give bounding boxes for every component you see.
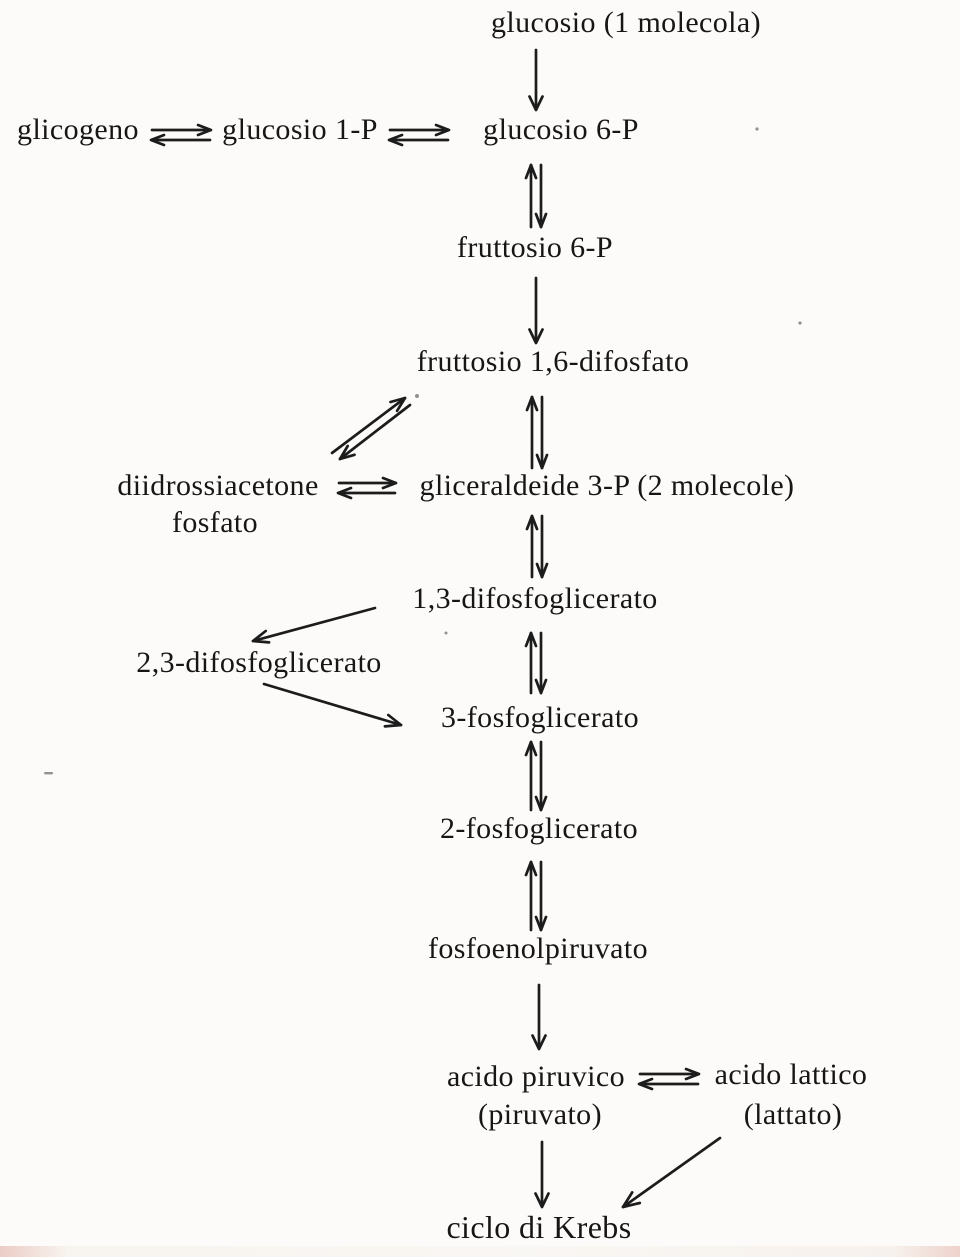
node-acido-lattico: acido lattico bbox=[714, 1058, 868, 1091]
node-acido-piruvico: acido piruvico bbox=[446, 1060, 626, 1093]
arrow-difosfoglicerato13-to-23 bbox=[253, 608, 375, 642]
node-3-fosfoglicerato: 3-fosfoglicerato bbox=[441, 701, 639, 734]
arrow-fruttosio16dp-gliceraldeide-reversible bbox=[527, 397, 547, 468]
scan-page-edge bbox=[0, 1246, 960, 1257]
node-diidrossiacetone: diidrossiacetone bbox=[117, 469, 319, 502]
node-ciclo-di-krebs: ciclo di Krebs bbox=[446, 1209, 632, 1245]
arrow-fruttosio16dp-diidrossiacetone-reversible bbox=[332, 398, 410, 459]
arrow-diidrossiacetone-gliceraldeide-reversible bbox=[338, 478, 396, 498]
arrow-lattico-to-krebs bbox=[623, 1138, 720, 1207]
arrow-piruvico-to-krebs bbox=[536, 1142, 549, 1207]
arrow-glucosio-to-glucosio6p bbox=[530, 50, 543, 110]
node-glucosio-1p: glucosio 1-P bbox=[222, 113, 378, 146]
arrow-glucosio1p-glucosio6p-reversible bbox=[389, 125, 449, 145]
arrow-difosfoglicerato13-fosfoglicerato3-reversible bbox=[526, 633, 546, 693]
arrow-fosfoenolpiruvato-to-piruvico bbox=[533, 985, 546, 1049]
node-fosfoenolpiruvato: fosfoenolpiruvato bbox=[427, 932, 649, 965]
arrow-difosfoglicerato23-to-fosfoglicerato3 bbox=[264, 684, 401, 726]
node-piruvato: (piruvato) bbox=[478, 1098, 602, 1131]
node-2-fosfoglicerato: 2-fosfoglicerato bbox=[440, 812, 638, 845]
node-glucosio: glucosio (1 molecola) bbox=[491, 6, 761, 39]
node-glucosio-6p: glucosio 6-P bbox=[483, 113, 639, 146]
arrow-fosfoglicerato2-fosfoenolpiruvato-reversible bbox=[526, 862, 546, 930]
arrow-glicogeno-glucosio1p-reversible bbox=[151, 125, 211, 145]
arrow-fosfoglicerato3-fosfoglicerato2-reversible bbox=[526, 742, 546, 810]
node-13-difosfoglicerato: 1,3-difosfoglicerato bbox=[412, 582, 658, 615]
arrow-piruvico-lattico-reversible bbox=[639, 1069, 699, 1089]
node-gliceraldeide-3p: gliceraldeide 3-P (2 molecole) bbox=[419, 469, 795, 502]
node-diidrossiacetone-fosfato: fosfato bbox=[171, 506, 259, 539]
arrow-fruttosio6p-to-fruttosio16dp bbox=[530, 278, 543, 343]
arrow-gliceraldeide-difosfoglicerato13-reversible bbox=[527, 516, 547, 577]
node-glicogeno: glicogeno bbox=[17, 113, 139, 146]
node-lattato: (lattato) bbox=[743, 1098, 843, 1131]
node-fruttosio-16-difosfato: fruttosio 1,6-difosfato bbox=[416, 345, 690, 378]
node-fruttosio-6p: fruttosio 6-P bbox=[456, 231, 614, 264]
arrow-glucosio6p-fruttosio6p-reversible bbox=[526, 165, 546, 227]
node-23-difosfoglicerato: 2,3-difosfoglicerato bbox=[136, 646, 382, 679]
